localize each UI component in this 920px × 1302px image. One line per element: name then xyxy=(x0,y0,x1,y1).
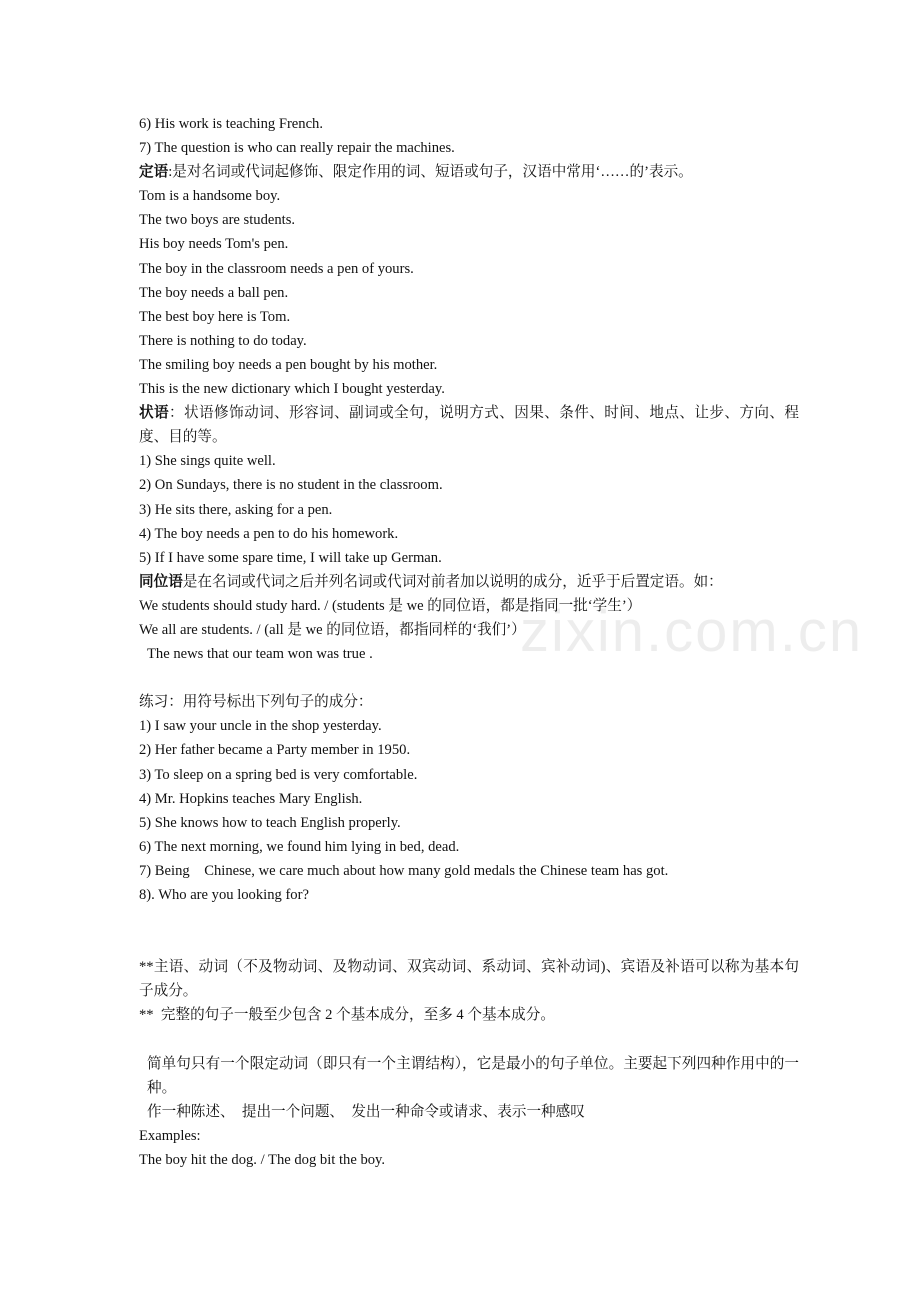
exercise-item: 3) To sleep on a spring bed is very comfortable. xyxy=(139,766,418,783)
example-line: His boy needs Tom's pen. xyxy=(139,236,289,253)
sentence-line: 7) The question is who can really repair the machines. xyxy=(139,140,455,157)
example-line: 1) She sings quite well. xyxy=(139,453,276,470)
example-line: The boy hit the dog. / The dog bit the boy. xyxy=(139,1152,386,1169)
example-line: We all are students. / (all 是 we 的同位语，都指同样的‘我们’） xyxy=(139,621,526,638)
exercise-item: 4) Mr. Hopkins teaches Mary English. xyxy=(139,790,363,807)
example-line: Tom is a handsome boy. xyxy=(139,188,281,205)
example-line: There is nothing to do today. xyxy=(139,332,307,349)
examples-label: Examples: xyxy=(139,1127,201,1144)
example-line: 2) On Sundays, there is no student in the classroom. xyxy=(139,477,443,494)
exercise-item: 1) I saw your uncle in the shop yesterday. xyxy=(139,718,382,735)
blank-line xyxy=(139,666,799,690)
adverbial-definition-text: ：状语修饰动词、形容词、副词或全句，说明方式、因果、条件、时间、地点、让步、方向、程度、目的等。 xyxy=(139,405,799,446)
blank-line xyxy=(139,931,799,955)
exercise-item: 6) The next morning, we found him lying in bed, dead. xyxy=(139,838,460,855)
exercise-item: 8). Who are you looking for? xyxy=(139,887,309,903)
simple-sentence-paragraph: 简单句只有一个限定动词（即只有一个主谓结构），它是最小的句子单位。主要起下列四种作用中的一种。 xyxy=(147,1055,799,1096)
note-basic-elements: **主语、动词（不及物动词、及物动词、双宾动词、系动词、宾补动词)、宾语及补语可以称为基本句子成分。 xyxy=(139,959,799,1000)
example-line: 5) If I have some spare time, I will take up German. xyxy=(139,549,442,566)
note-sentence-elements: ** 完整的句子一般至少包含 2 个基本成分，至多 4 个基本成分。 xyxy=(139,1007,555,1024)
example-line: We students should study hard. / (students 是 we 的同位语，都是指同一批‘学生’） xyxy=(139,597,642,614)
example-line: The smiling boy needs a pen bought by his mother. xyxy=(139,356,438,373)
exercise-item: 7) Being Chinese, we care much about how many gold medals the Chinese team has got. xyxy=(139,862,669,879)
appositive-term: 同位语 xyxy=(139,573,183,590)
adverbial-definition xyxy=(139,401,799,449)
example-line: 4) The boy needs a pen to do his homework. xyxy=(139,525,399,542)
example-line: The best boy here is Tom. xyxy=(139,308,291,325)
exercise-item: 5) She knows how to teach English properly. xyxy=(139,814,401,831)
example-line: The boy in the classroom needs a pen of yours. xyxy=(139,260,414,277)
document-body xyxy=(139,112,799,1172)
sentence-line: 6) His work is teaching French. xyxy=(139,116,324,132)
appositive-definition xyxy=(139,570,799,594)
sentence-functions: 作一种陈述、 提出一个问题、 发出一种命令或请求、表示一种感叹 xyxy=(147,1103,585,1120)
example-line: 3) He sits there, asking for a pen. xyxy=(139,501,333,518)
attributive-definition-text: :是对名词或代词起修饰、限定作用的词、短语或句子，汉语中常用‘……的’表示。 xyxy=(168,164,693,181)
exercise-title: 练习：用符号标出下列句子的成分： xyxy=(139,694,373,711)
attributive-term: 定语 xyxy=(139,164,169,181)
blank-line xyxy=(139,1028,799,1052)
example-line: The two boys are students. xyxy=(139,212,296,229)
example-line: This is the new dictionary which I bought yesterday. xyxy=(139,381,445,398)
example-line: The boy needs a ball pen. xyxy=(139,284,289,301)
watermark: zixin.com.cn xyxy=(520,599,864,664)
exercise-item: 2) Her father became a Party member in 1950. xyxy=(139,742,411,759)
appositive-definition-text: 是在名词或代词之后并列名词或代词对前者加以说明的成分，近乎于后置定语。如： xyxy=(182,573,723,590)
example-line: The news that our team won was true . xyxy=(147,646,373,663)
adverbial-term: 状语 xyxy=(139,405,170,422)
blank-line xyxy=(139,907,799,931)
attributive-definition xyxy=(139,160,799,184)
